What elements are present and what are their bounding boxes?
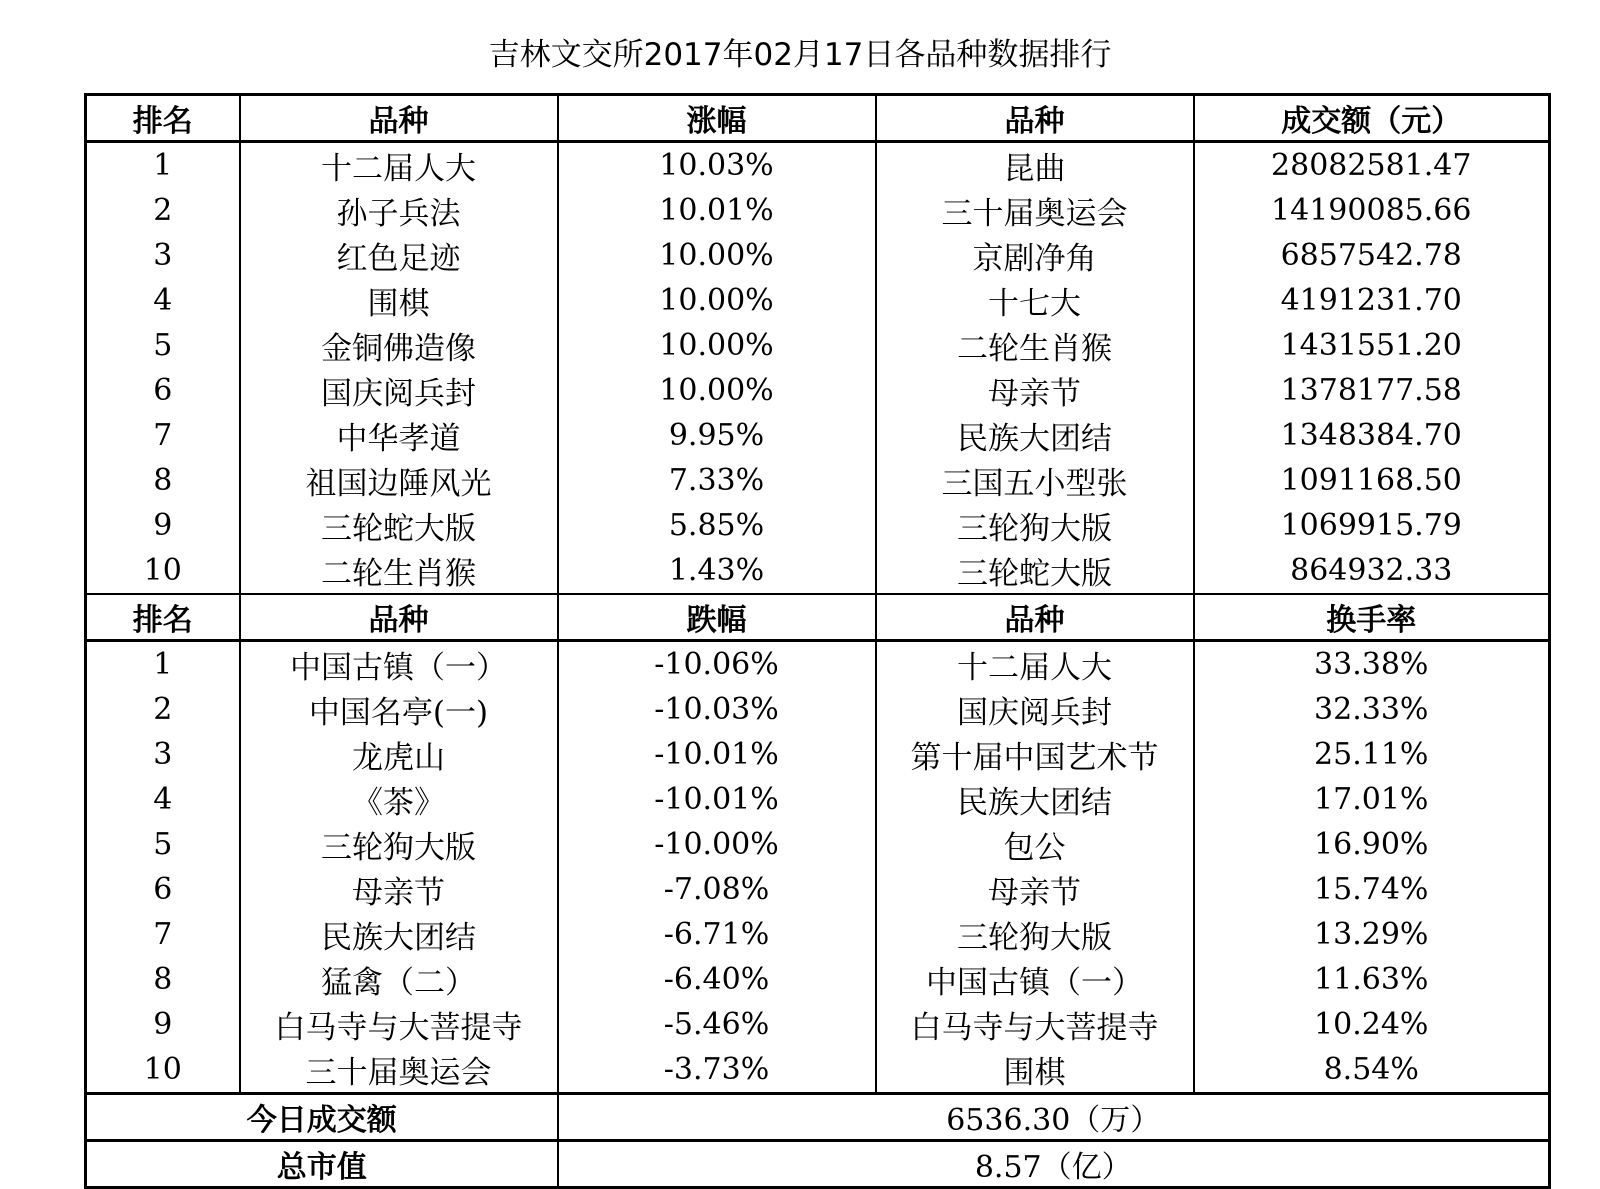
variety-cell: 中国名亭(一)	[240, 687, 558, 732]
rank-cell: 3	[86, 233, 240, 278]
header-rank: 排名	[86, 594, 240, 641]
change-cell: 10.00%	[558, 278, 876, 323]
rank-cell: 10	[86, 548, 240, 594]
table-row	[86, 687, 1550, 732]
metric-cell: 32.33%	[1194, 687, 1550, 732]
turnover-value: 6536.30（万）	[558, 1094, 1550, 1141]
table-row	[86, 912, 1550, 957]
summary-section	[86, 1094, 1550, 1188]
variety-cell: 民族大团结	[876, 777, 1194, 822]
metric-cell: 6857542.78	[1194, 233, 1550, 278]
variety-cell: 白马寺与大菩提寺	[240, 1002, 558, 1047]
variety-cell: 中国古镇（一）	[240, 641, 558, 688]
metric-cell: 1069915.79	[1194, 503, 1550, 548]
variety-cell: 围棋	[240, 278, 558, 323]
metric-cell: 8.54%	[1194, 1047, 1550, 1094]
change-cell: 7.33%	[558, 458, 876, 503]
market-cap-value: 8.57（亿）	[558, 1141, 1550, 1188]
metric-cell: 864932.33	[1194, 548, 1550, 594]
variety-cell: 三十届奥运会	[876, 188, 1194, 233]
variety-cell: 三轮蛇大版	[876, 548, 1194, 594]
variety-cell: 围棋	[876, 1047, 1194, 1094]
variety-cell: 二轮生肖猴	[240, 548, 558, 594]
header-decline: 跌幅	[558, 594, 876, 641]
variety-cell: 三轮狗大版	[240, 822, 558, 867]
variety-cell: 第十届中国艺术节	[876, 732, 1194, 777]
variety-cell: 猛禽（二）	[240, 957, 558, 1002]
variety-cell: 红色足迹	[240, 233, 558, 278]
change-cell: -10.01%	[558, 732, 876, 777]
change-cell: 9.95%	[558, 413, 876, 458]
metric-cell: 15.74%	[1194, 867, 1550, 912]
variety-cell: 二轮生肖猴	[876, 323, 1194, 368]
variety-cell: 十七大	[876, 278, 1194, 323]
variety-cell: 京剧净角	[876, 233, 1194, 278]
variety-cell: 三十届奥运会	[240, 1047, 558, 1094]
change-cell: 10.03%	[558, 142, 876, 189]
rank-cell: 5	[86, 323, 240, 368]
metric-cell: 11.63%	[1194, 957, 1550, 1002]
variety-cell: 十二届人大	[876, 641, 1194, 688]
losers-header-row	[86, 594, 1550, 641]
rank-cell: 2	[86, 687, 240, 732]
table-row	[86, 458, 1550, 503]
metric-cell: 10.24%	[1194, 1002, 1550, 1047]
rank-cell: 7	[86, 912, 240, 957]
rank-cell: 6	[86, 368, 240, 413]
table-row	[86, 368, 1550, 413]
rank-cell: 9	[86, 503, 240, 548]
market-cap-label: 总市值	[86, 1141, 558, 1188]
variety-cell: 昆曲	[876, 142, 1194, 189]
metric-cell: 1348384.70	[1194, 413, 1550, 458]
gainers-section	[86, 95, 1550, 595]
table-row	[86, 233, 1550, 278]
header-turnover-amount: 成交额（元）	[1194, 95, 1550, 142]
rank-cell: 9	[86, 1002, 240, 1047]
table-row	[86, 142, 1550, 189]
metric-cell: 1378177.58	[1194, 368, 1550, 413]
change-cell: 10.00%	[558, 368, 876, 413]
variety-cell: 三轮狗大版	[876, 912, 1194, 957]
losers-section	[86, 594, 1550, 1094]
rank-cell: 8	[86, 957, 240, 1002]
metric-cell: 1091168.50	[1194, 458, 1550, 503]
header-variety-volume: 品种	[876, 95, 1194, 142]
variety-cell: 白马寺与大菩提寺	[876, 1002, 1194, 1047]
variety-cell: 孙子兵法	[240, 188, 558, 233]
metric-cell: 13.29%	[1194, 912, 1550, 957]
variety-cell: 三轮狗大版	[876, 503, 1194, 548]
change-cell: 5.85%	[558, 503, 876, 548]
change-cell: -6.40%	[558, 957, 876, 1002]
change-cell: -10.06%	[558, 641, 876, 688]
change-cell: -10.01%	[558, 777, 876, 822]
variety-cell: 中国古镇（一）	[876, 957, 1194, 1002]
change-cell: -6.71%	[558, 912, 876, 957]
variety-cell: 包公	[876, 822, 1194, 867]
page-title: 吉林文交所2017年02月17日各品种数据排行	[488, 37, 1112, 73]
header-rank: 排名	[86, 95, 240, 142]
rank-cell: 6	[86, 867, 240, 912]
variety-cell: 三国五小型张	[876, 458, 1194, 503]
header-gain: 涨幅	[558, 95, 876, 142]
change-cell: -7.08%	[558, 867, 876, 912]
table-row	[86, 188, 1550, 233]
change-cell: 1.43%	[558, 548, 876, 594]
change-cell: 10.00%	[558, 323, 876, 368]
table-row	[86, 867, 1550, 912]
rank-cell: 8	[86, 458, 240, 503]
metric-cell: 4191231.70	[1194, 278, 1550, 323]
table-row	[86, 278, 1550, 323]
table-row	[86, 641, 1550, 688]
variety-cell: 龙虎山	[240, 732, 558, 777]
header-variety: 品种	[240, 594, 558, 641]
rank-cell: 1	[86, 641, 240, 688]
change-cell: 10.00%	[558, 233, 876, 278]
variety-cell: 国庆阅兵封	[240, 368, 558, 413]
variety-cell: 祖国边陲风光	[240, 458, 558, 503]
table-row	[86, 1047, 1550, 1094]
variety-cell: 母亲节	[240, 867, 558, 912]
metric-cell: 25.11%	[1194, 732, 1550, 777]
variety-cell: 母亲节	[876, 867, 1194, 912]
table-row	[86, 957, 1550, 1002]
table-row	[86, 413, 1550, 458]
variety-cell: 三轮蛇大版	[240, 503, 558, 548]
variety-cell: 中华孝道	[240, 413, 558, 458]
table-row	[86, 503, 1550, 548]
change-cell: 10.01%	[558, 188, 876, 233]
variety-cell: 母亲节	[876, 368, 1194, 413]
rank-cell: 5	[86, 822, 240, 867]
market-cap-summary-row	[86, 1141, 1550, 1188]
rank-cell: 4	[86, 278, 240, 323]
turnover-label: 今日成交额	[86, 1094, 558, 1141]
change-cell: -3.73%	[558, 1047, 876, 1094]
variety-cell: 民族大团结	[240, 912, 558, 957]
turnover-summary-row	[86, 1094, 1550, 1141]
metric-cell: 17.01%	[1194, 777, 1550, 822]
rank-cell: 1	[86, 142, 240, 189]
change-cell: -10.00%	[558, 822, 876, 867]
rank-cell: 2	[86, 188, 240, 233]
table-row	[86, 777, 1550, 822]
metric-cell: 1431551.20	[1194, 323, 1550, 368]
change-cell: -10.03%	[558, 687, 876, 732]
table-row	[86, 548, 1550, 594]
table-row	[86, 732, 1550, 777]
variety-cell: 十二届人大	[240, 142, 558, 189]
header-variety-turnover: 品种	[876, 594, 1194, 641]
rank-cell: 3	[86, 732, 240, 777]
gainers-header-row	[86, 95, 1550, 142]
rank-cell: 7	[86, 413, 240, 458]
table-row	[86, 323, 1550, 368]
metric-cell: 28082581.47	[1194, 142, 1550, 189]
rank-cell: 10	[86, 1047, 240, 1094]
variety-cell: 民族大团结	[876, 413, 1194, 458]
ranking-table	[84, 93, 1551, 1189]
variety-cell: 《茶》	[240, 777, 558, 822]
metric-cell: 16.90%	[1194, 822, 1550, 867]
metric-cell: 14190085.66	[1194, 188, 1550, 233]
variety-cell: 金铜佛造像	[240, 323, 558, 368]
variety-cell: 国庆阅兵封	[876, 687, 1194, 732]
rank-cell: 4	[86, 777, 240, 822]
table-row	[86, 1002, 1550, 1047]
header-turnover-rate: 换手率	[1194, 594, 1550, 641]
metric-cell: 33.38%	[1194, 641, 1550, 688]
header-variety: 品种	[240, 95, 558, 142]
change-cell: -5.46%	[558, 1002, 876, 1047]
table-row	[86, 822, 1550, 867]
